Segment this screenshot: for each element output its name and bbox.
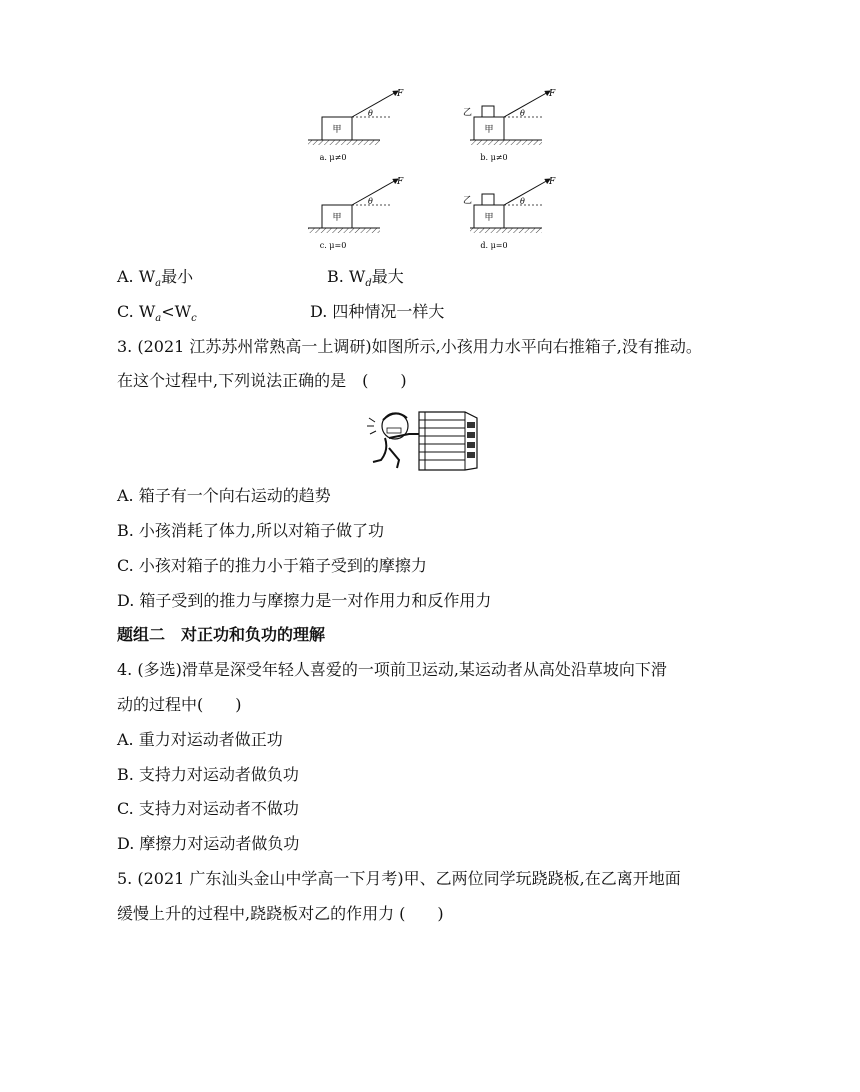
force-arrow (352, 91, 398, 117)
caption: b. μ≠0 (480, 153, 508, 162)
svg-text:乙: 乙 (463, 108, 473, 118)
section-heading: 题组二 对正功和负功的理解 (117, 625, 326, 644)
block-label: 甲 (332, 125, 342, 135)
svg-text:甲: 甲 (332, 213, 342, 223)
diagram-c (308, 177, 404, 250)
q4-option-d: D. 摩擦力对运动者做负功 (117, 834, 300, 853)
q3-option-c: C. 小孩对箱子的推力小于箱子受到的摩擦力 (117, 556, 427, 575)
svg-text:乙: 乙 (463, 196, 473, 206)
q3-option-d: D. 箱子受到的推力与摩擦力是一对作用力和反作用力 (117, 591, 492, 610)
q2-options-ab (117, 266, 404, 295)
q3-option-a: A. 箱子有一个向右运动的趋势 (117, 486, 331, 505)
q2-option-b: B. $W_d$最大 (327, 267, 404, 290)
q2-option-c: C. $W_a<W_c$ (117, 302, 197, 325)
q2-option-a: A. $W_a$最小 (117, 267, 194, 290)
q4-option-b: B. 支持力对运动者做负功 (117, 765, 299, 784)
q3-stem-line1: 3. (2021 江苏苏州常熟高一上调研)如图所示,小孩用力水平向右推箱子,没有推动。 (117, 337, 702, 356)
block-yi (482, 106, 494, 117)
q3-stem-line2: 在这个过程中,下列说法正确的是 ( ) (117, 371, 407, 390)
child-pushing-box-illustration (365, 404, 495, 474)
q4-option-c: C. 支持力对运动者不做功 (117, 799, 299, 818)
svg-text:甲: 甲 (484, 213, 494, 223)
svg-text:F: F (549, 177, 556, 187)
force-diagrams (300, 84, 600, 259)
svg-text:F: F (397, 177, 404, 187)
q4-stem-line1: 4. (多选)滑草是深受年轻人喜爱的一项前卫运动,某运动者从高处沿草坡向下滑 (117, 660, 667, 679)
caption: a. μ≠0 (319, 153, 347, 162)
q5-stem-line1: 5. (2021 广东汕头金山中学高一下月考)甲、乙两位同学玩跷跷板,在乙离开地面 (117, 869, 681, 888)
q3-option-b: B. 小孩消耗了体力,所以对箱子做了功 (117, 521, 385, 540)
caption: d. μ=0 (480, 241, 508, 250)
svg-text:F: F (549, 89, 556, 99)
svg-text:θ: θ (520, 109, 525, 118)
diagram-a (308, 89, 404, 162)
svg-text:θ: θ (368, 197, 373, 206)
caption: c. μ=0 (319, 241, 347, 250)
q2-options-cd (117, 301, 444, 330)
svg-text:F: F (397, 89, 404, 99)
diagram-d (463, 177, 556, 250)
q4-stem-line2: 动的过程中( ) (117, 695, 242, 714)
q5-stem-line2: 缓慢上升的过程中,跷跷板对乙的作用力 ( ) (117, 904, 444, 923)
diagram-b (463, 89, 556, 162)
q4-option-a: A. 重力对运动者做正功 (117, 730, 283, 749)
svg-text:θ: θ (368, 109, 373, 118)
svg-text:甲: 甲 (484, 125, 494, 135)
svg-text:θ: θ (520, 197, 525, 206)
q2-option-d: D. 四种情况一样大 (310, 302, 445, 321)
